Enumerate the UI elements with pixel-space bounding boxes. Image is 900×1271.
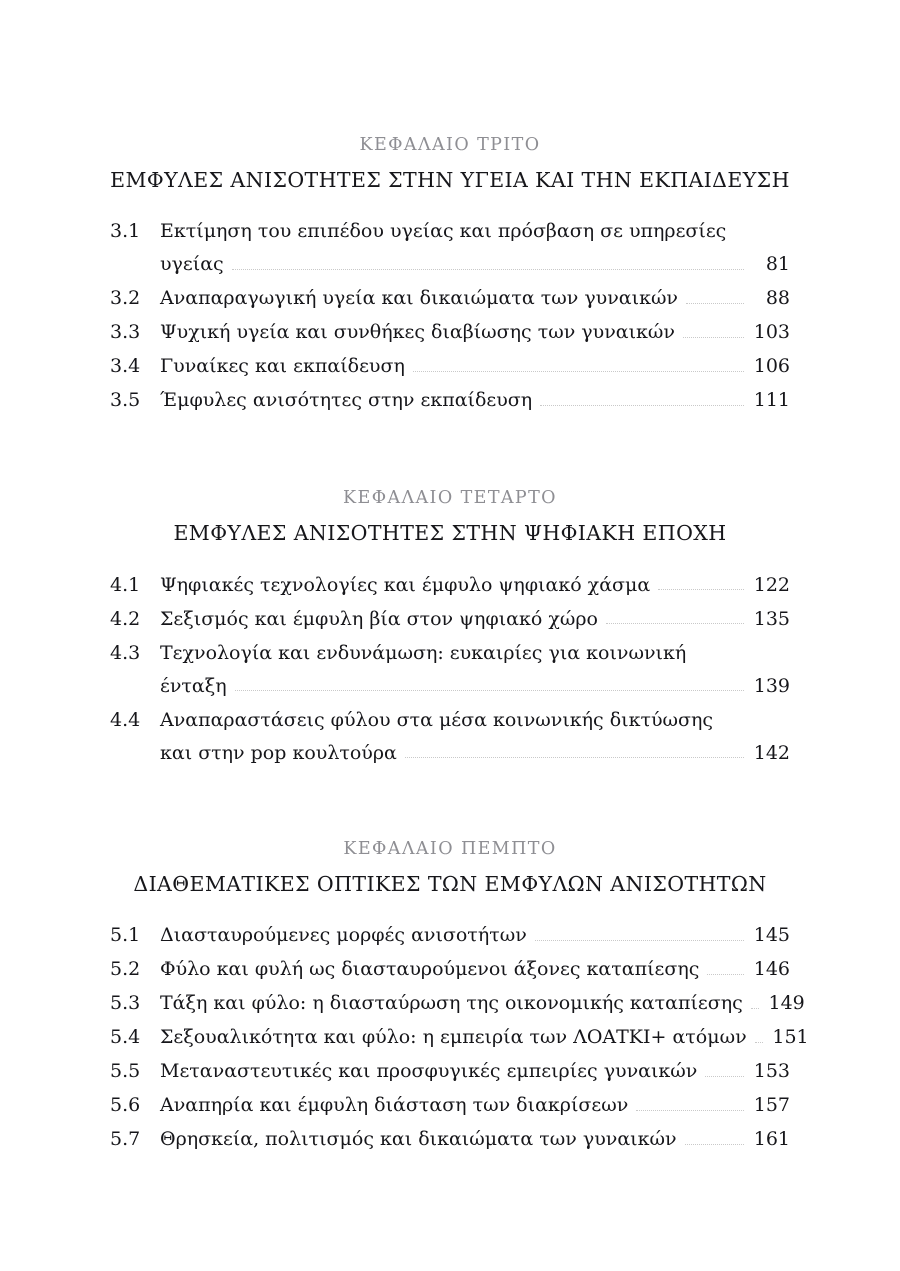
dot-leader (636, 1109, 744, 1111)
toc-entry-line (110, 282, 790, 315)
toc-entry[interactable] (110, 1089, 790, 1122)
toc-entry-title: υγείας (160, 253, 224, 276)
toc-entry-title: Αναπαραστάσεις φύλου στα μέσα κοινωνικής δικτύωσης (160, 708, 714, 731)
dot-leader (755, 1041, 763, 1043)
toc-entry-page-number: 146 (753, 958, 790, 981)
toc-entry-line (110, 919, 790, 952)
toc-entry-line (110, 987, 805, 1020)
toc-entry-number: 3.1 (110, 220, 141, 243)
toc-entry-page-number: 135 (753, 607, 790, 630)
toc-entry-number: 5.2 (110, 958, 141, 981)
toc-entry-page-number: 157 (753, 1094, 790, 1117)
dot-leader (685, 1143, 744, 1145)
toc-entry-number: 5.1 (110, 924, 141, 947)
dot-leader (683, 336, 744, 338)
dot-leader (232, 268, 744, 270)
toc-entry-line (110, 569, 790, 602)
chapter-block (110, 838, 809, 1156)
toc-list (110, 569, 790, 770)
toc-entry[interactable] (110, 350, 790, 383)
toc-entry[interactable] (110, 953, 790, 986)
toc-entry-page-number: 111 (753, 389, 790, 412)
toc-entry[interactable] (110, 919, 790, 952)
toc-entry[interactable] (110, 215, 790, 281)
toc-entry[interactable] (110, 282, 790, 315)
toc-entry-title: Φύλο και φυλή ως διασταυρούμενοι άξονες καταπίεσης (160, 958, 700, 981)
toc-entry-number: 5.4 (110, 1026, 141, 1049)
toc-list (110, 919, 809, 1156)
toc-entry-number: 5.7 (110, 1128, 141, 1151)
toc-entry-number: 3.2 (110, 287, 141, 310)
toc-entry-page-number: 153 (753, 1060, 790, 1083)
toc-entry-line (110, 1123, 790, 1156)
toc-entry-line (110, 350, 790, 383)
toc-entry-page-number: 106 (753, 355, 790, 378)
toc-entry-title: Εκτίμηση του επιπέδου υγείας και πρόσβαση σε υπηρεσίες (160, 220, 727, 243)
dot-leader (707, 973, 744, 975)
toc-entry-title: Σεξουαλικότητα και φύλο: η εμπειρία των ΛΟΑΤΚΙ+ ατόμων (160, 1026, 747, 1049)
toc-entry-page-number: 122 (753, 573, 790, 596)
toc-entry-line (110, 670, 790, 703)
toc-entry-page-number: 142 (753, 741, 790, 764)
toc-entry-line (110, 737, 790, 770)
toc-entry-line (110, 637, 790, 670)
toc-entry[interactable] (110, 1123, 790, 1156)
dot-leader (734, 235, 744, 236)
toc-entry-line (110, 248, 790, 281)
toc-entry-title: Μεταναστευτικές και προσφυγικές εμπειρίες γυναικών (160, 1060, 698, 1083)
toc-entry-title: Τεχνολογία και ενδυνάμωση: ευκαιρίες για κοινωνική (160, 641, 687, 664)
toc-entry-number: 5.6 (110, 1094, 141, 1117)
dot-leader (413, 370, 744, 372)
toc-entry-line (110, 384, 790, 417)
toc-entry-page-number: 81 (765, 253, 790, 276)
dot-leader (751, 1007, 759, 1009)
dot-leader (686, 302, 744, 304)
chapter-title: ΕΜΦΥΛΕΣ ΑΝΙΣΟΤΗΤΕΣ ΣΤΗΝ ΨΗΦΙΑΚΗ ΕΠΟΧΗ (173, 521, 727, 546)
toc-content (110, 134, 809, 1157)
toc-entry-number: 4.1 (110, 573, 141, 596)
chapter-eyebrow: ΚΕΦΑΛΑΙΟ ΤΡΙΤΟ (359, 135, 541, 155)
toc-entry-title: Έμφυλες ανισότητες στην εκπαίδευση (160, 389, 533, 412)
dot-leader (535, 939, 744, 941)
toc-entry-page-number: 88 (765, 287, 790, 310)
chapter-eyebrow: ΚΕΦΑΛΑΙΟ ΠΕΜΠΤΟ (343, 838, 557, 859)
toc-entry-number: 4.4 (110, 708, 141, 731)
toc-entry-title: Αναπαραγωγική υγεία και δικαιώματα των γυναικών (160, 287, 678, 310)
toc-entry-number: 5.5 (110, 1060, 141, 1083)
toc-entry-number: 5.3 (110, 992, 141, 1015)
toc-entry-title: Θρησκεία, πολιτισμός και δικαιώματα των γυναικών (160, 1128, 677, 1151)
toc-entry-number: 4.2 (110, 607, 141, 630)
toc-entry[interactable] (110, 637, 790, 703)
toc-entry-title: Τάξη και φύλο: η διασταύρωση της οικονομικής καταπίεσης (160, 992, 743, 1015)
toc-entry-page-number: 103 (753, 321, 790, 344)
toc-entry-line (110, 1089, 790, 1122)
toc-entry-title: Ψηφιακές τεχνολογίες και έμφυλο ψηφιακό χάσμα (160, 573, 651, 596)
toc-entry-title: Διασταυρούμενες μορφές ανισοτήτων (160, 924, 527, 947)
chapter-eyebrow: ΚΕΦΑΛΑΙΟ ΤΕΤΑΡΤΟ (343, 488, 557, 509)
toc-entry-page-number: 139 (753, 674, 790, 697)
toc-entry[interactable] (110, 384, 790, 417)
toc-entry-page-number: 145 (753, 924, 790, 947)
chapter-title: ΔΙΑΘΕΜΑΤΙΚΕΣ ΟΠΤΙΚΕΣ ΤΩΝ ΕΜΦΥΛΩΝ ΑΝΙΣΟΤΗΤΩΝ (133, 871, 767, 896)
dot-leader (540, 404, 744, 406)
chapter-title: ΕΜΦΥΛΕΣ ΑΝΙΣΟΤΗΤΕΣ ΣΤΗΝ ΥΓΕΙΑ ΚΑΙ ΤΗΝ ΕΚΠΑΙΔΕΥΣΗ (110, 167, 790, 192)
dot-leader (705, 1075, 744, 1077)
toc-entry[interactable] (110, 1055, 790, 1088)
toc-entry-title: και στην pop κουλτούρα (160, 741, 397, 764)
dot-leader (721, 724, 744, 725)
toc-entry-number: 3.3 (110, 321, 141, 344)
toc-entry-line (110, 953, 790, 986)
dot-leader (606, 622, 744, 624)
dot-leader (235, 689, 744, 691)
toc-entry[interactable] (110, 603, 790, 636)
toc-entry-line (110, 603, 790, 636)
toc-entry-page-number: 149 (768, 992, 805, 1015)
toc-entry-title: ένταξη (160, 674, 227, 697)
dot-leader (658, 588, 744, 590)
toc-entry[interactable] (110, 704, 790, 770)
toc-entry-line (110, 316, 790, 349)
toc-entry[interactable] (110, 316, 790, 349)
toc-entry-page-number: 161 (753, 1128, 790, 1151)
toc-entry-number: 3.5 (110, 389, 141, 412)
toc-entry-line (110, 704, 790, 737)
toc-entry-line (110, 1021, 809, 1054)
toc-entry[interactable] (110, 1021, 809, 1054)
toc-entry-page-number: 151 (772, 1026, 809, 1049)
toc-entry-number: 3.4 (110, 355, 141, 378)
toc-entry-line (110, 215, 790, 248)
toc-entry-title: Γυναίκες και εκπαίδευση (160, 355, 405, 378)
toc-entry-title: Σεξισμός και έμφυλη βία στον ψηφιακό χώρο (160, 607, 598, 630)
toc-entry[interactable] (110, 987, 805, 1020)
chapter-block (110, 134, 790, 417)
toc-entry-title: Ψυχική υγεία και συνθήκες διαβίωσης των γυναικών (160, 321, 675, 344)
toc-list (110, 215, 790, 417)
dot-leader (694, 657, 744, 658)
chapter-block (110, 487, 790, 769)
toc-entry-title: Αναπηρία και έμφυλη διάσταση των διακρίσεων (160, 1094, 629, 1117)
toc-entry-line (110, 1055, 790, 1088)
dot-leader (405, 756, 744, 758)
toc-entry[interactable] (110, 569, 790, 602)
toc-entry-number: 4.3 (110, 641, 141, 664)
